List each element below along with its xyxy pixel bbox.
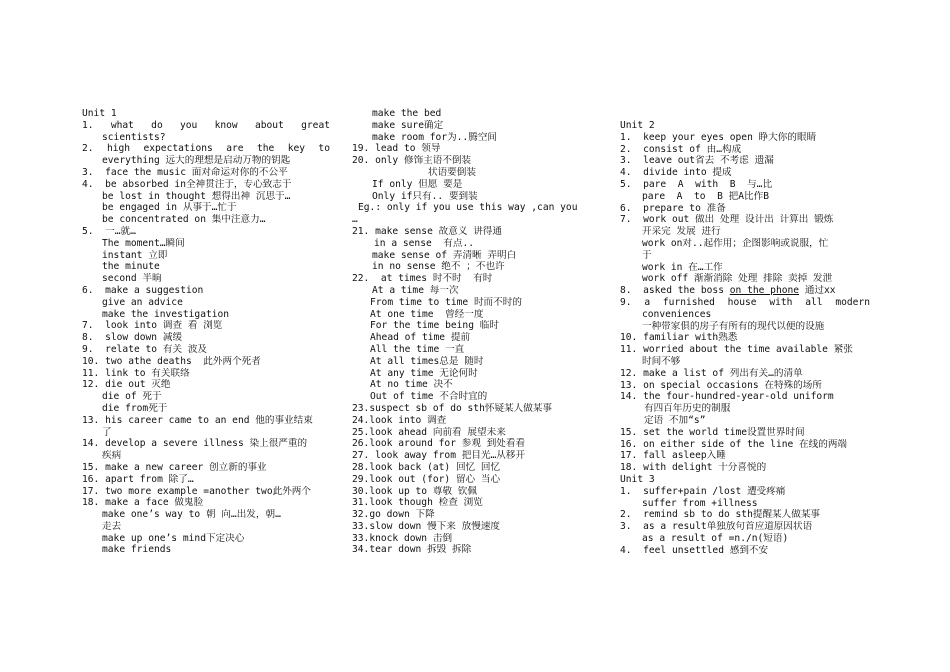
note-line: second 半晌: [102, 273, 162, 285]
note-line: 定语 不加“s”: [644, 414, 706, 426]
note-line: 4. be absorbed in全神贯注于，专心致志于: [82, 178, 292, 190]
note-line: 5. 一…就…: [82, 225, 136, 237]
note-line: work in 在…工作: [642, 261, 723, 273]
note-line: make the bed: [372, 108, 442, 119]
note-line: 开采完 发展 进行: [642, 226, 721, 238]
note-line: From time to time 时而不时的: [370, 296, 522, 308]
note-line: Eg.: only if you use this way ,can you: [358, 202, 578, 214]
note-line: 13. his career came to an end 他的事业结束: [82, 414, 313, 426]
note-line: 9. a furnished house with all modern: [620, 296, 870, 308]
note-line: 15. set the world time设置世界时间: [620, 426, 805, 438]
note-line: 25.look ahead 向前看 展望未来: [352, 426, 506, 438]
note-line: make the investigation: [102, 308, 230, 320]
note-line: 10. two athe deaths 此外两个死者: [82, 355, 261, 367]
note-line: 疾病: [102, 450, 122, 462]
note-line: the minute: [102, 261, 160, 273]
note-line: suffer from +illness: [642, 497, 758, 509]
note-line: make sure确定: [372, 119, 444, 131]
note-line: 19. lead to 领导: [352, 143, 441, 155]
note-line: be concentrated on 集中注意力…: [102, 214, 266, 226]
note-line: 7. look into 调查 看 浏览: [82, 320, 223, 332]
notes-column-3: [620, 120, 870, 556]
note-line: At one time 曾经一度: [370, 308, 484, 320]
note-line: 于: [642, 249, 652, 261]
note-line: Ahead of time 提前: [370, 332, 471, 344]
note-line: Only if只有.. 要到装: [372, 190, 478, 202]
note-line: conveniences: [642, 308, 712, 320]
note-line: work off 渐渐消除 处理 排除 卖掉 发泄: [642, 273, 833, 285]
note-line: 17. fall asleep入睡: [620, 450, 726, 462]
note-line: scientists?: [102, 131, 166, 143]
note-line: At any time 无论何时: [370, 367, 478, 379]
note-line: 27. look away from 把目光…从移开: [352, 450, 526, 462]
note-line: in no sense 绝不 ；不也许: [372, 261, 505, 273]
note-line: 29.look out (for) 留心 当心: [352, 473, 501, 485]
note-line: make one’s way to 朝 向…出发，朝…: [102, 509, 281, 521]
note-line: be lost in thought 想得出神 沉思于…: [102, 190, 291, 202]
note-line: 17. two more example =another two此外两个: [82, 485, 311, 497]
note-line: 1. what do you know about great: [82, 119, 330, 131]
note-line: 2. consist of 由…构成: [620, 143, 742, 155]
note-line: give an advice: [102, 296, 183, 308]
note-line: 6. prepare to 准备: [620, 202, 726, 214]
note-line: 5. pare A with B 与…比: [620, 178, 773, 190]
note-line: as a result of =n./n(短语): [642, 532, 789, 544]
note-line: 12. make a list of 列出有关…的清单: [620, 367, 803, 379]
underlined-phrase: on the phone: [729, 285, 800, 297]
note-line: 33.slow down 慢下来 放慢速度: [352, 520, 501, 532]
note-line: 18. with delight 十分喜悦的: [620, 462, 767, 474]
note-line: 10. familiar with熟悉: [620, 332, 738, 344]
note-line: 14. the four-hundred-year-old uniform: [620, 391, 834, 403]
note-line: 26.look around for 参观 到处看看: [352, 438, 526, 450]
note-line: 13. on special occasions 在特殊的场所: [620, 379, 822, 391]
note-line: 一种带家俱的房子有所有的现代以便的设施: [642, 320, 825, 332]
note-line: At a time 每一次: [372, 284, 459, 296]
note-line: everything 远大的理想是启动万物的钥匙: [102, 155, 291, 167]
note-line: 16. on either side of the line 在线的两端: [620, 438, 848, 450]
note-line: 23.suspect sb of do sth怀疑某人做某事: [352, 402, 553, 414]
note-line: 9. relate to 有关 波及: [82, 343, 208, 355]
note-line: 4. feel unsettled 感到不安: [620, 544, 769, 556]
notes-column-1: [82, 108, 330, 556]
note-line: …: [352, 214, 358, 226]
note-line: Unit 1: [82, 108, 117, 119]
note-line: 8. asked the boss on the phone 通过xx: [620, 285, 836, 297]
note-line: 11. worried about the time available 紧张: [620, 344, 853, 356]
note-line: At all times总是 随时: [370, 355, 484, 367]
note-line: Out of time 不合时宜的: [370, 391, 488, 403]
note-line: 31.look though 检查 浏览: [352, 497, 483, 509]
note-line: 33.knock down 击倒: [352, 532, 453, 544]
note-line: Unit 2: [620, 120, 655, 131]
note-line: 4. divide into 提成: [620, 167, 732, 179]
note-line: 12. die out 灭绝: [82, 379, 171, 391]
notes-column-2: [352, 108, 602, 556]
note-line: 21. make sense 故意义 讲得通: [352, 225, 502, 237]
note-line: All the time 一直: [370, 343, 465, 355]
note-line: 30.look up to 尊敬 钦佩: [352, 485, 478, 497]
note-line: 有四百年历史的制服: [644, 403, 731, 415]
note-line: die of 死于: [102, 391, 162, 403]
note-line: 1. keep your eyes open 睁大你的眼睛: [620, 131, 817, 143]
note-line: 3. face the music 面对命运对你的不公平: [82, 166, 288, 178]
note-line: For the time being 临时: [370, 320, 499, 332]
note-line: 时间不够: [642, 355, 681, 367]
note-line: 3. as a result单独放句首应道原因状语: [620, 521, 813, 533]
note-line: die from死于: [102, 402, 168, 414]
note-line: 6. make a suggestion: [82, 284, 204, 296]
note-line: 走去: [102, 520, 122, 532]
note-line: 7. work out 做出 处理 设计出 计算出 锻炼: [620, 214, 834, 226]
note-line: 22. at times 时不时 有时: [352, 273, 493, 285]
note-line: work on对..起作用；企图影响或说服，忙: [642, 237, 829, 249]
note-line: in a sense 有点..: [374, 237, 475, 249]
note-line: 16. apart from 除了…: [82, 473, 194, 485]
note-line: 8. slow down 减缓: [82, 332, 183, 344]
note-line: 2. remind sb to do sth提醒某人做某事: [620, 509, 821, 521]
note-line: Unit 3: [620, 473, 655, 485]
note-line: 状语要倒装: [428, 166, 476, 178]
note-line: make up one’s mind下定决心: [102, 532, 245, 544]
note-line: 14. develop a severe illness 染上很严重的: [82, 438, 308, 450]
note-line: 3. leave out省去 不考虑 遗漏: [620, 155, 774, 167]
note-line: 15. make a new career 创立新的事业: [82, 461, 267, 473]
note-line: The moment…瞬间: [102, 237, 185, 249]
note-line: be engaged in 从事于…忙于: [102, 202, 237, 214]
note-line: 34.tear down 拆毁 拆除: [352, 544, 472, 556]
note-line: make room for为..腾空间: [372, 131, 498, 143]
note-line: 了: [102, 426, 112, 438]
note-line: pare A to B 把A比作B: [642, 190, 769, 202]
note-line: 18. make a face 做鬼脸: [82, 497, 204, 509]
note-line: 28.look back (at) 回忆 回忆: [352, 461, 501, 473]
note-line: 2. high expectations are the key to: [82, 143, 330, 155]
note-line: make friends: [102, 544, 172, 556]
note-line: At no time 决不: [370, 379, 453, 391]
note-line: 11. link to 有关联络: [82, 367, 190, 379]
note-line: If only 但愿 要是: [372, 178, 463, 190]
note-line: instant 立即: [102, 249, 168, 261]
note-line: 32.go down 下降: [352, 509, 435, 521]
note-line: 24.look into 调查: [352, 414, 447, 426]
note-line: 1. suffer+pain /lost 遭受疼痛: [620, 485, 786, 497]
note-line: 20. only 修饰主语不倒装: [352, 155, 472, 167]
note-line: make sense of 弄清晰 弄明白: [372, 249, 517, 261]
